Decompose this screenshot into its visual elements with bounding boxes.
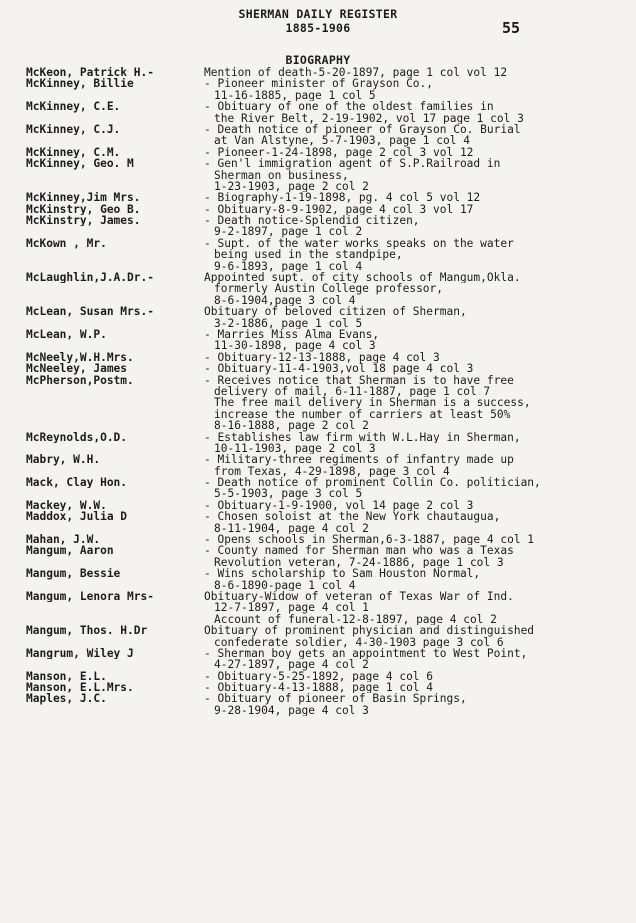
- list-item: [0, 306, 636, 329]
- entry-line: 3-2-1886, page 1 col 5: [214, 317, 363, 329]
- entry-line: increase the number of carriers at least 50%: [214, 408, 511, 421]
- entry-name: Mangrum, Wiley J: [26, 647, 134, 660]
- list-item: [0, 534, 636, 545]
- entry-line: - Wins scholarship to Sam Houston Normal,: [204, 568, 481, 580]
- entry-line: 9-6-1893, page 1 col 4: [214, 260, 363, 273]
- list-item: [0, 432, 636, 455]
- entry-line: 11-30-1898, page 4 col 3: [214, 340, 376, 352]
- entry-line: 1-23-1903, page 2 col 2: [214, 180, 369, 193]
- entry-description: [204, 158, 632, 192]
- entry-line: 8-11-1904, page 4 col 2: [214, 522, 369, 535]
- list-item: [0, 477, 636, 500]
- entry-description: [204, 693, 632, 716]
- list-item: [0, 352, 636, 363]
- entry-name: McLean, Susan Mrs.-: [26, 306, 154, 318]
- entry-name: Maddox, Julia D: [26, 511, 128, 523]
- entry-line: The free mail delivery in Sherman is a success,: [214, 397, 531, 409]
- entry-description: [204, 306, 632, 329]
- list-item: [0, 147, 636, 158]
- entry-line: - Death notice of prominent Collin Co. politician,: [204, 477, 541, 489]
- entry-line: - Obituary-12-13-1888, page 4 col 3: [204, 351, 440, 364]
- list-item: [0, 272, 636, 306]
- list-item: [0, 101, 636, 124]
- entry-line: - Receives notice that Sherman is to have free: [204, 374, 514, 386]
- entry-line: - Obituary of one of the oldest families in: [204, 101, 494, 113]
- entry-line: - Biography-1-19-1898, pg. 4 col 5 vol 12: [204, 192, 481, 204]
- entry-description: [204, 363, 632, 374]
- list-item: [0, 158, 636, 192]
- entry-name: McKinney, Billie: [26, 78, 134, 90]
- entry-line: - Opens schools in Sherman,6-3-1887, page 4 col 1: [204, 534, 535, 546]
- entry-line: Obituary of prominent physician and distinguished: [204, 625, 535, 637]
- list-item: [0, 545, 636, 568]
- entry-description: [204, 568, 632, 591]
- entry-line: 8-6-1890-page 1 col 4: [214, 579, 356, 591]
- entry-description: [204, 147, 632, 158]
- entry-description: [204, 671, 632, 682]
- entry-description: [204, 101, 632, 124]
- entry-line: Revolution veteran, 7-24-1886, page 1 col 3: [214, 556, 504, 569]
- entry-name: McKeon, Patrick H.-: [26, 67, 154, 79]
- document-years: 1885-1906: [285, 21, 351, 35]
- list-item: [0, 568, 636, 591]
- entry-description: [204, 534, 632, 545]
- entry-name: McKinney, C.M.: [26, 146, 121, 159]
- entry-line: confederate soldier, 4-30-1903 page 3 col 6: [214, 636, 504, 648]
- list-item: [0, 192, 636, 203]
- entry-line: - Obituary-4-13-1888, page 1 col 4: [204, 682, 434, 694]
- list-item: [0, 648, 636, 671]
- entry-line: - Death notice of pioneer of Grayson Co. Burial: [204, 123, 521, 136]
- entry-name: Mangum, Lenora Mrs-: [26, 590, 154, 603]
- entry-line: - Pioneer-1-24-1898, page 2 col 3 vol 12: [204, 146, 474, 159]
- entry-description: [204, 78, 632, 101]
- list-item: [0, 238, 636, 272]
- entry-line: - Sherman boy gets an appointment to West Point,: [204, 647, 528, 660]
- entry-name: McLean, W.P.: [26, 328, 107, 341]
- entry-line: 8-6-1904,page 3 col 4: [214, 294, 356, 307]
- entry-description: [204, 625, 632, 648]
- entry-name: Mangum, Bessie: [26, 568, 121, 580]
- entry-line: - Gen'l immigration agent of S.P.Railroad in: [204, 158, 501, 170]
- entry-line: - Obituary of pioneer of Basin Springs,: [204, 693, 467, 705]
- entry-name: McKinstry, James.: [26, 215, 141, 227]
- entry-name: McKinstry, Geo B.: [26, 203, 141, 216]
- entry-line: 4-27-1897, page 4 col 2: [214, 659, 369, 671]
- entry-description: [204, 500, 632, 511]
- entry-line: Mention of death-5-20-1897, page 1 col vol 12: [204, 67, 508, 79]
- entry-name: Manson, E.L.Mrs.: [26, 682, 134, 694]
- entry-description: [204, 648, 632, 671]
- entry-name: Mangum, Aaron: [26, 545, 114, 557]
- entry-line: - Obituary-8-9-1902, page 4 col 3 vol 17: [204, 203, 474, 216]
- list-item: [0, 204, 636, 215]
- entry-description: [204, 682, 632, 693]
- entry-line: at Van Alstyne, 5-7-1903, page 1 col 4: [214, 135, 470, 147]
- entry-line: Sherman on business,: [214, 169, 349, 181]
- list-item: [0, 693, 636, 716]
- list-item: [0, 215, 636, 238]
- entry-name: McNeeley, James: [26, 363, 128, 375]
- entry-line: - Obituary-1-9-1900, vol 14 page 2 col 3: [204, 499, 474, 512]
- entry-line: 11-16-1885, page 1 col 5: [214, 89, 376, 102]
- entry-line: - Obituary-5-25-1892, page 4 col 6: [204, 670, 434, 683]
- entry-line: 8-16-1888, page 2 col 2: [214, 420, 369, 432]
- list-item: [0, 671, 636, 682]
- entry-name: McKinney, C.E.: [26, 101, 121, 113]
- entry-line: being used in the standpipe,: [214, 249, 403, 261]
- entry-name: Mabry, W.H.: [26, 454, 101, 466]
- entry-name: Mackey, W.W.: [26, 499, 107, 512]
- entry-line: 9-28-1904, page 4 col 3: [214, 704, 369, 717]
- entry-line: 5-5-1903, page 3 col 5: [214, 488, 363, 500]
- entry-line: from Texas, 4-29-1898, page 3 col 4: [214, 465, 450, 478]
- entry-description: [204, 329, 632, 352]
- list-item: [0, 78, 636, 101]
- entry-name: Manson, E.L.: [26, 670, 107, 683]
- entry-description: [204, 238, 632, 272]
- list-item: [0, 511, 636, 534]
- list-item: [0, 329, 636, 352]
- entry-line: - Obituary-11-4-1903,vol 18 page 4 col 3: [204, 363, 474, 375]
- entry-name: McKown , Mr.: [26, 237, 107, 250]
- entry-line: the River Belt, 2-19-1902, vol 17 page 1 col 3: [214, 112, 524, 124]
- entry-line: - Pioneer minister of Grayson Co.,: [204, 78, 434, 90]
- entry-list: [0, 67, 636, 716]
- entry-description: [204, 511, 632, 534]
- list-item: [0, 124, 636, 147]
- entry-line: delivery of mail, 6-11-1887, page 1 col 7: [214, 385, 491, 398]
- list-item: [0, 67, 636, 78]
- entry-line: - Supt. of the water works speaks on the water: [204, 237, 514, 250]
- entry-line: 9-2-1897, page 1 col 2: [214, 226, 363, 238]
- section-heading: BIOGRAPHY: [285, 53, 351, 67]
- entry-name: Mahan, J.W.: [26, 534, 101, 546]
- entry-line: Account of funeral-12-8-1897, page 4 col 2: [214, 613, 497, 626]
- document-title: SHERMAN DAILY REGISTER: [238, 7, 398, 21]
- list-item: [0, 454, 636, 477]
- entry-description: [204, 272, 632, 306]
- entry-description: [204, 204, 632, 215]
- entry-line: 10-11-1903, page 2 col 3: [214, 442, 376, 455]
- entry-name: McNeely,W.H.Mrs.: [26, 351, 134, 364]
- entry-line: Appointed supt. of city schools of Mangum,Okla.: [204, 272, 521, 284]
- entry-line: - Establishes law firm with W.L.Hay in Sherman,: [204, 431, 521, 443]
- entry-description: [204, 192, 632, 203]
- entry-line: - Chosen soloist at the New York chautaugua,: [204, 511, 501, 523]
- entry-name: McReynolds,O.D.: [26, 431, 128, 443]
- entry-description: [204, 545, 632, 568]
- entry-description: [204, 375, 632, 432]
- entry-line: - County named for Sherman man who was a Texas: [204, 545, 514, 557]
- list-item: [0, 625, 636, 648]
- entry-description: [204, 454, 632, 477]
- entry-line: - Death notice-Splendid citizen,: [204, 215, 420, 227]
- entry-name: McKinney,Jim Mrs.: [26, 192, 141, 204]
- list-item: [0, 375, 636, 432]
- entry-description: [204, 432, 632, 455]
- entry-name: Mangum, Thos. H.Dr: [26, 625, 148, 637]
- entry-line: 12-7-1897, page 4 col 1: [214, 602, 369, 614]
- list-item: [0, 363, 636, 374]
- entry-name: McKinney, C.J.: [26, 123, 121, 136]
- entry-name: McKinney, Geo. M: [26, 158, 134, 170]
- entry-description: [204, 477, 632, 500]
- entry-line: - Military-three regiments of infantry made up: [204, 454, 514, 466]
- list-item: [0, 500, 636, 511]
- entry-description: [204, 352, 632, 363]
- list-item: [0, 591, 636, 625]
- entry-line: Obituary of beloved citizen of Sherman,: [204, 306, 467, 318]
- entry-line: Obituary-Widow of veteran of Texas War of Ind.: [204, 590, 514, 603]
- entry-line: formerly Austin College professor,: [214, 283, 444, 295]
- entry-name: McLaughlin,J.A.Dr.-: [26, 272, 154, 284]
- page-number: 55: [502, 19, 521, 37]
- entry-description: [204, 124, 632, 147]
- entry-description: [204, 591, 632, 625]
- list-item: [0, 682, 636, 693]
- entry-name: McPherson,Postm.: [26, 374, 134, 386]
- entry-description: [204, 67, 632, 78]
- entry-name: Maples, J.C.: [26, 693, 107, 705]
- entry-line: - Marries Miss Alma Evans,: [204, 328, 380, 341]
- entry-name: Mack, Clay Hon.: [26, 477, 128, 489]
- entry-description: [204, 215, 632, 238]
